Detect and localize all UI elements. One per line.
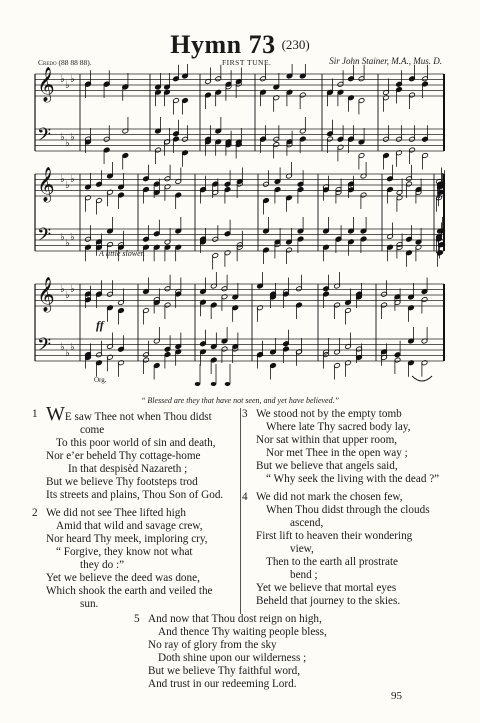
verse-line — [46, 559, 238, 572]
epigraph: “ Blessed are they that have not seen, and yet have believed.” — [140, 396, 340, 405]
verse-line — [46, 585, 238, 598]
verse-line: And thence Thy waiting people bless, — [158, 626, 327, 638]
verse-line — [46, 424, 238, 437]
verse-line — [46, 546, 238, 559]
verse-line-text: We did not see Thee lifted high — [46, 507, 186, 519]
dynamic-marking: ff — [96, 318, 104, 332]
verse-line — [46, 533, 238, 546]
verse — [134, 613, 408, 691]
verse-number: 4 — [242, 491, 248, 503]
verse-line — [256, 569, 456, 582]
verse — [32, 507, 238, 611]
flat-icon: ♭ — [65, 238, 70, 249]
treble-clef-icon: 𝄞 — [37, 167, 55, 202]
composer-credit: Sir John Stainer, M.A., Mus. D. — [329, 56, 442, 66]
verse-number: 5 — [134, 613, 140, 625]
verse-line — [256, 434, 456, 447]
flat-icon: ♭ — [65, 138, 70, 149]
verse-line — [256, 473, 456, 486]
verse-line: And now that Thou dost reign on high, — [148, 613, 322, 625]
verses-right-column — [242, 408, 456, 613]
verse-line-text: When Thou didst through the clouds — [266, 504, 430, 516]
flat-icon: ♭ — [60, 342, 65, 353]
verse-line: No ray of glory from the sky — [148, 639, 277, 651]
verse-line-text: To this poor world of sin and death, — [56, 437, 216, 449]
verse-line-text: Beheld that journey to the skies. — [256, 595, 401, 607]
verse-line-text: First lift to heaven their wondering — [256, 530, 413, 542]
verse-line-text: Where late Thy sacred body lay, — [266, 421, 411, 433]
verse-line-text: Nor met Thee in the open way ; — [266, 447, 408, 459]
verse-line — [46, 572, 238, 585]
bass-clef-icon: 𝄢 — [37, 335, 52, 360]
verse-line-text: come — [80, 424, 105, 436]
flat-icon: ♭ — [65, 290, 70, 301]
verse-line: Doth shine upon our wilderness ; — [158, 652, 307, 664]
verse-line — [46, 598, 238, 611]
drop-cap: W — [46, 403, 65, 425]
verse-line — [256, 556, 456, 569]
flat-icon: ♭ — [65, 348, 70, 359]
verse-line-text: “ Forgive, they know not what — [56, 546, 193, 558]
verse-line-text: Yet we believe that mortal eyes — [256, 582, 397, 594]
verse-line-text: “ Why seek the living with the dead ?” — [266, 473, 440, 485]
verse-line — [46, 476, 238, 489]
verse-line — [256, 530, 456, 543]
flat-icon: ♭ — [70, 174, 75, 185]
verse-line — [256, 517, 456, 530]
flat-icon: ♭ — [70, 132, 75, 143]
verse-line — [256, 460, 456, 473]
verse-line — [46, 450, 238, 463]
verse-line-text: Yet we believe the deed was done, — [46, 572, 200, 584]
flat-icon: ♭ — [60, 132, 65, 143]
verse-line — [256, 447, 456, 460]
verse-line — [46, 507, 238, 520]
verse — [242, 408, 456, 486]
verse-line-text: Which shook the earth and veiled the — [46, 585, 213, 597]
flat-icon: ♭ — [70, 284, 75, 295]
verse-number: 1 — [32, 408, 38, 420]
verse-line: But we believe Thy faithful word, — [148, 665, 301, 677]
verse-line-text: Nor e’er beheld Thy cottage-home — [46, 450, 201, 462]
verse-line-text: We did not mark the chosen few, — [256, 491, 403, 503]
verse-line-text: they do :” — [80, 559, 125, 571]
verse-line — [256, 595, 456, 608]
verse-line-text: We stood not by the empty tomb — [256, 408, 402, 420]
tune-name: Credo (88 88 88). — [38, 58, 92, 67]
verse-line — [256, 543, 456, 556]
flat-icon: ♭ — [65, 180, 70, 191]
flat-icon: ♭ — [70, 342, 75, 353]
verse-line-text: ascend, — [290, 517, 324, 529]
verse-line — [46, 437, 238, 450]
verse-line-text: Its streets and plains, Thou Son of God. — [46, 489, 224, 501]
note-head — [211, 382, 217, 386]
verse-line-text: But we believe that angels said, — [256, 460, 398, 472]
verse-line — [256, 582, 456, 595]
flat-icon: ♭ — [60, 174, 65, 185]
flat-icon: ♭ — [60, 284, 65, 295]
note-head — [195, 382, 201, 386]
verse-line — [46, 463, 238, 476]
verse-line-text: sun. — [80, 598, 99, 610]
flat-icon: ♭ — [60, 74, 65, 85]
verse-line — [256, 504, 456, 517]
hymn-number-paren: (230) — [281, 37, 310, 52]
verse-line-text: Amid that wild and savage crew, — [56, 520, 203, 532]
music-score — [30, 64, 450, 394]
verse-line — [256, 408, 456, 421]
verse-number: 2 — [32, 507, 38, 519]
verse-line-text: view, — [290, 543, 314, 555]
bass-clef-icon: 𝄢 — [37, 225, 52, 250]
verse — [242, 491, 456, 608]
tune-label: FIRST TUNE. — [222, 58, 272, 67]
verse-line-text: Then to the earth all prostrate — [266, 556, 399, 568]
verse-line — [256, 421, 456, 434]
tempo-marking: A little slower. — [99, 249, 145, 258]
organ-label: Org. — [94, 376, 107, 384]
flat-icon: ♭ — [70, 232, 75, 243]
verse-bottom — [134, 613, 408, 696]
flat-icon: ♭ — [70, 74, 75, 85]
verse-line-text: In that despisèd Nazareth ; — [68, 463, 188, 475]
flat-icon: ♭ — [60, 232, 65, 243]
verse-line-text: E saw Thee not when Thou didst — [64, 411, 212, 423]
verse-line-text: bend ; — [290, 569, 318, 581]
verse-line — [256, 491, 456, 504]
note-head — [225, 382, 231, 386]
column-divider — [240, 408, 241, 614]
verse-line-text: Nor heard Thy meek, imploring cry, — [46, 533, 208, 545]
verse-line-text: Nor sat within that upper room, — [256, 434, 398, 446]
page-number: 95 — [391, 690, 402, 702]
hymn-title: Hymn 73 — [170, 30, 276, 59]
flat-icon: ♭ — [65, 80, 70, 91]
treble-clef-icon: 𝄞 — [37, 67, 55, 102]
bass-clef-icon: 𝄢 — [37, 125, 52, 150]
verse-line — [46, 489, 238, 502]
treble-clef-icon: 𝄞 — [37, 277, 55, 312]
verse-line: And trust in our redeeming Lord. — [148, 678, 297, 690]
verse-line-text: But we believe Thy footsteps trod — [46, 476, 198, 488]
verses-left-column — [32, 403, 238, 616]
verse-number: 3 — [242, 408, 248, 420]
verse — [32, 403, 238, 502]
verse-line — [46, 403, 238, 425]
verse-line — [46, 520, 238, 533]
